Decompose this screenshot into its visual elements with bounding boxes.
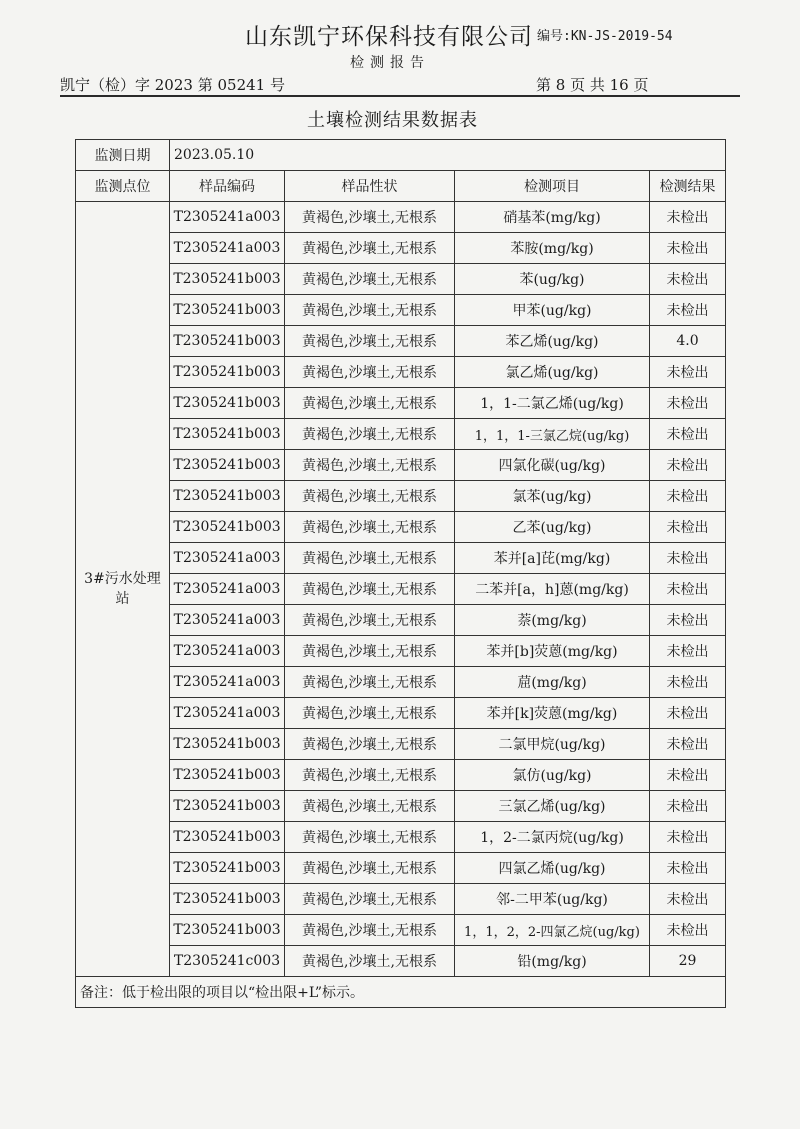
- sample-code-cell: T2305241b003: [170, 884, 285, 915]
- test-item-cell: 苯乙烯(ug/kg): [455, 326, 650, 357]
- table-row: [76, 419, 726, 450]
- test-item-cell: 氯仿(ug/kg): [455, 760, 650, 791]
- sample-description-cell: 黄褐色,沙壤土,无根系: [285, 326, 455, 357]
- sample-code-cell: T2305241b003: [170, 822, 285, 853]
- header-row: [76, 171, 726, 202]
- sample-description-cell: 黄褐色,沙壤土,无根系: [285, 946, 455, 977]
- sample-description-cell: 黄褐色,沙壤土,无根系: [285, 450, 455, 481]
- sample-code-cell: T2305241b003: [170, 264, 285, 295]
- sample-code-cell: T2305241b003: [170, 419, 285, 450]
- header-sample-description: 样品性状: [285, 171, 455, 202]
- table-row: [76, 729, 726, 760]
- table-row: [76, 760, 726, 791]
- page-info: 第 8 页 共 16 页: [536, 76, 649, 94]
- table-row: [76, 884, 726, 915]
- test-result-cell: 未检出: [650, 233, 726, 264]
- test-result-cell: 未检出: [650, 481, 726, 512]
- location-cell: 3#污水处理站: [76, 202, 170, 977]
- sample-description-cell: 黄褐色,沙壤土,无根系: [285, 419, 455, 450]
- sample-code-cell: T2305241b003: [170, 915, 285, 946]
- sample-code-cell: T2305241a003: [170, 543, 285, 574]
- test-result-cell: 未检出: [650, 760, 726, 791]
- sample-description-cell: 黄褐色,沙壤土,无根系: [285, 822, 455, 853]
- table-row: [76, 264, 726, 295]
- test-result-cell: 未检出: [650, 822, 726, 853]
- sample-code-cell: T2305241c003: [170, 946, 285, 977]
- sample-code-cell: T2305241a003: [170, 574, 285, 605]
- test-result-cell: 未检出: [650, 698, 726, 729]
- sample-description-cell: 黄褐色,沙壤土,无根系: [285, 295, 455, 326]
- test-result-cell: 未检出: [650, 295, 726, 326]
- sample-description-cell: 黄褐色,沙壤土,无根系: [285, 729, 455, 760]
- sample-code-cell: T2305241b003: [170, 853, 285, 884]
- test-result-cell: 未检出: [650, 543, 726, 574]
- test-result-cell: 未检出: [650, 853, 726, 884]
- sample-description-cell: 黄褐色,沙壤土,无根系: [285, 202, 455, 233]
- sample-code-cell: T2305241a003: [170, 605, 285, 636]
- sample-description-cell: 黄褐色,沙壤土,无根系: [285, 264, 455, 295]
- test-item-cell: 1，1，1-三氯乙烷(ug/kg): [455, 419, 650, 450]
- test-result-cell: 未检出: [650, 512, 726, 543]
- table-title: 土壤检测结果数据表: [307, 110, 478, 131]
- sample-description-cell: 黄褐色,沙壤土,无根系: [285, 636, 455, 667]
- test-item-cell: 1，1，2，2-四氯乙烷(ug/kg): [455, 915, 650, 946]
- sample-code-cell: T2305241b003: [170, 295, 285, 326]
- sample-description-cell: 黄褐色,沙壤土,无根系: [285, 357, 455, 388]
- document-number: 编号:KN-JS-2019-54: [537, 29, 673, 44]
- soil-results-table: [75, 139, 726, 1008]
- sample-description-cell: 黄褐色,沙壤土,无根系: [285, 884, 455, 915]
- test-result-cell: 4.0: [650, 326, 726, 357]
- sample-code-cell: T2305241a003: [170, 698, 285, 729]
- sample-description-cell: 黄褐色,沙壤土,无根系: [285, 853, 455, 884]
- test-item-cell: 铅(mg/kg): [455, 946, 650, 977]
- table-row: [76, 853, 726, 884]
- test-result-cell: 未检出: [650, 388, 726, 419]
- test-item-cell: 乙苯(ug/kg): [455, 512, 650, 543]
- table-row: [76, 915, 726, 946]
- report-subtitle: 检测报告: [350, 55, 430, 71]
- date-label: 监测日期: [76, 140, 170, 171]
- sample-code-cell: T2305241a003: [170, 667, 285, 698]
- header-location: 监测点位: [76, 171, 170, 202]
- test-item-cell: 四氯乙烯(ug/kg): [455, 853, 650, 884]
- sample-description-cell: 黄褐色,沙壤土,无根系: [285, 481, 455, 512]
- table-row: [76, 481, 726, 512]
- test-item-cell: 氯乙烯(ug/kg): [455, 357, 650, 388]
- sample-code-cell: T2305241a003: [170, 202, 285, 233]
- table-row: [76, 233, 726, 264]
- test-item-cell: 苯胺(mg/kg): [455, 233, 650, 264]
- table-row: [76, 326, 726, 357]
- test-item-cell: 邻-二甲苯(ug/kg): [455, 884, 650, 915]
- table-row: [76, 667, 726, 698]
- test-item-cell: 二氯甲烷(ug/kg): [455, 729, 650, 760]
- header-test-result: 检测结果: [650, 171, 726, 202]
- test-result-cell: 未检出: [650, 791, 726, 822]
- table-row: [76, 202, 726, 233]
- sample-description-cell: 黄褐色,沙壤土,无根系: [285, 760, 455, 791]
- test-result-cell: 未检出: [650, 419, 726, 450]
- test-result-cell: 未检出: [650, 884, 726, 915]
- test-item-cell: 1，1-二氯乙烯(ug/kg): [455, 388, 650, 419]
- sample-code-cell: T2305241b003: [170, 481, 285, 512]
- sample-code-cell: T2305241b003: [170, 729, 285, 760]
- test-item-cell: 硝基苯(mg/kg): [455, 202, 650, 233]
- test-result-cell: 未检出: [650, 450, 726, 481]
- sample-description-cell: 黄褐色,沙壤土,无根系: [285, 791, 455, 822]
- table-note: 备注：低于检出限的项目以“检出限+L”标示。: [76, 977, 726, 1008]
- sample-code-cell: T2305241b003: [170, 512, 285, 543]
- report-number: 凯宁（检）字 2023 第 05241 号: [60, 76, 285, 94]
- sample-description-cell: 黄褐色,沙壤土,无根系: [285, 698, 455, 729]
- table-row: [76, 822, 726, 853]
- test-item-cell: 四氯化碳(ug/kg): [455, 450, 650, 481]
- table-row: [76, 605, 726, 636]
- sample-description-cell: 黄褐色,沙壤土,无根系: [285, 512, 455, 543]
- test-result-cell: 29: [650, 946, 726, 977]
- table-row: [76, 946, 726, 977]
- table-row: [76, 543, 726, 574]
- company-name: 山东凯宁环保科技有限公司: [245, 24, 533, 50]
- test-item-cell: 氯苯(ug/kg): [455, 481, 650, 512]
- test-result-cell: 未检出: [650, 202, 726, 233]
- table-row: [76, 636, 726, 667]
- header-sample-code: 样品编码: [170, 171, 285, 202]
- test-item-cell: 甲苯(ug/kg): [455, 295, 650, 326]
- sample-code-cell: T2305241b003: [170, 450, 285, 481]
- test-result-cell: 未检出: [650, 264, 726, 295]
- sample-code-cell: T2305241b003: [170, 388, 285, 419]
- table-row: [76, 295, 726, 326]
- sample-description-cell: 黄褐色,沙壤土,无根系: [285, 667, 455, 698]
- date-row: [76, 140, 726, 171]
- table-row: [76, 574, 726, 605]
- test-result-cell: 未检出: [650, 605, 726, 636]
- sample-description-cell: 黄褐色,沙壤土,无根系: [285, 605, 455, 636]
- note-row: [76, 977, 726, 1008]
- test-item-cell: 䓛(mg/kg): [455, 667, 650, 698]
- sample-description-cell: 黄褐色,沙壤土,无根系: [285, 233, 455, 264]
- sample-description-cell: 黄褐色,沙壤土,无根系: [285, 543, 455, 574]
- table-row: [76, 791, 726, 822]
- sample-code-cell: T2305241a003: [170, 233, 285, 264]
- test-item-cell: 萘(mg/kg): [455, 605, 650, 636]
- sample-code-cell: T2305241a003: [170, 636, 285, 667]
- table-row: [76, 698, 726, 729]
- header-test-item: 检测项目: [455, 171, 650, 202]
- sample-description-cell: 黄褐色,沙壤土,无根系: [285, 574, 455, 605]
- table-row: [76, 450, 726, 481]
- test-result-cell: 未检出: [650, 729, 726, 760]
- test-result-cell: 未检出: [650, 636, 726, 667]
- test-result-cell: 未检出: [650, 574, 726, 605]
- table-row: [76, 357, 726, 388]
- test-item-cell: 三氯乙烯(ug/kg): [455, 791, 650, 822]
- table-row: [76, 388, 726, 419]
- test-item-cell: 二苯并[a，h]蒽(mg/kg): [455, 574, 650, 605]
- table-row: [76, 512, 726, 543]
- test-item-cell: 1，2-二氯丙烷(ug/kg): [455, 822, 650, 853]
- test-result-cell: 未检出: [650, 915, 726, 946]
- test-item-cell: 苯并[b]荧蒽(mg/kg): [455, 636, 650, 667]
- sample-description-cell: 黄褐色,沙壤土,无根系: [285, 388, 455, 419]
- test-item-cell: 苯并[a]芘(mg/kg): [455, 543, 650, 574]
- header-divider: [60, 95, 740, 97]
- sample-code-cell: T2305241b003: [170, 760, 285, 791]
- sample-code-cell: T2305241b003: [170, 357, 285, 388]
- sample-description-cell: 黄褐色,沙壤土,无根系: [285, 915, 455, 946]
- test-item-cell: 苯(ug/kg): [455, 264, 650, 295]
- test-item-cell: 苯并[k]荧蒽(mg/kg): [455, 698, 650, 729]
- date-value: 2023.05.10: [170, 140, 726, 171]
- sample-code-cell: T2305241b003: [170, 326, 285, 357]
- test-result-cell: 未检出: [650, 667, 726, 698]
- sample-code-cell: T2305241b003: [170, 791, 285, 822]
- test-result-cell: 未检出: [650, 357, 726, 388]
